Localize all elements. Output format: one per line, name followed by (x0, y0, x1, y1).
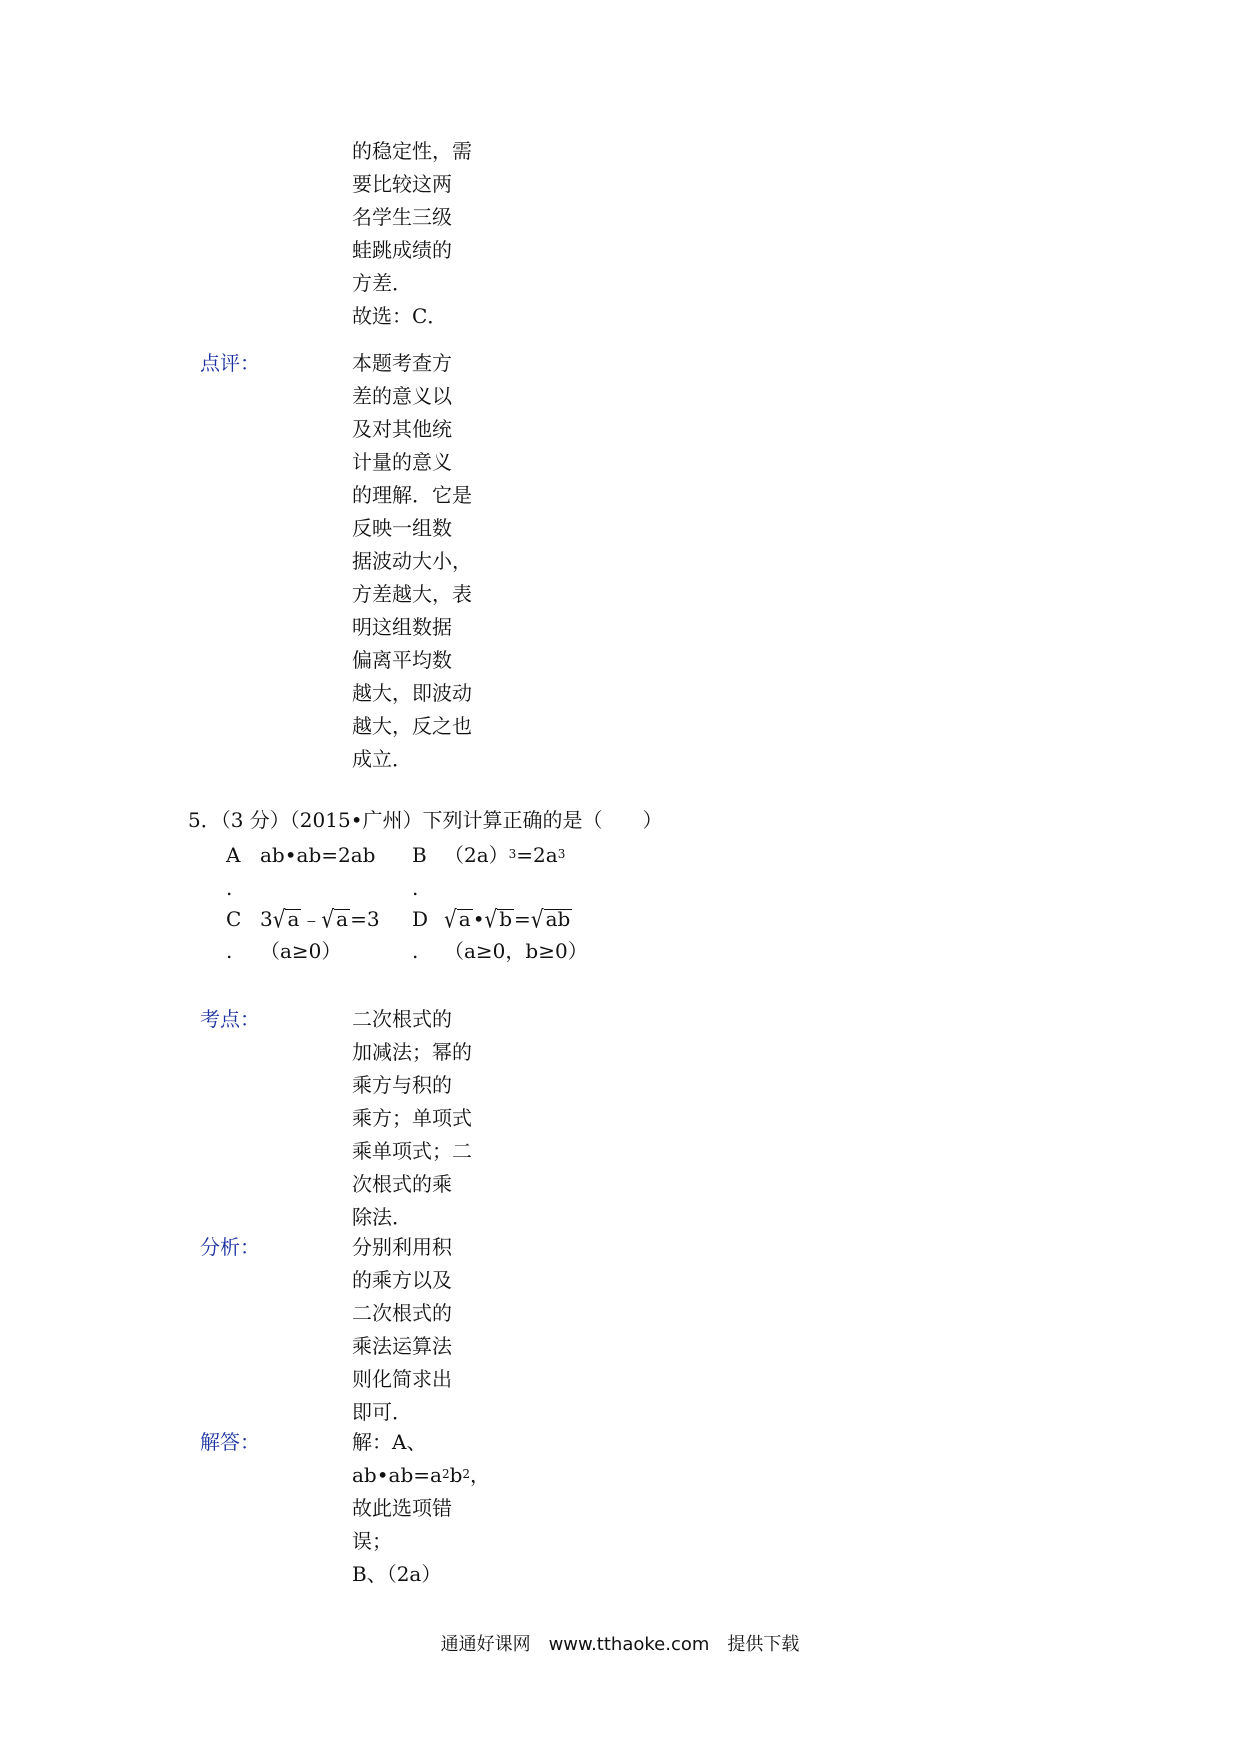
text-line: 计量的意义 (352, 450, 452, 474)
exponent: 3 (508, 847, 517, 861)
option-d-letter: D (412, 907, 429, 931)
question-stem: 5．（3 分）（2015•广州）下列计算正确的是（ ） (188, 808, 663, 832)
text-line: 次根式的乘 (352, 1172, 452, 1196)
text-line: 加减法；幂的 (352, 1040, 472, 1064)
expr-part: ab•ab=a (352, 1463, 442, 1487)
option-c-cond: （a≥0） (260, 939, 342, 963)
option-d-cond: （a≥0，b≥0） (444, 939, 588, 963)
option-c-letter: C (226, 907, 242, 931)
option-b-dot: . (412, 876, 419, 900)
text-line: 蛙跳成绩的 (352, 238, 452, 262)
sqrt-icon: √ (484, 904, 498, 934)
text-line: 解：A、 (352, 1430, 427, 1454)
prev-answer-text (352, 135, 472, 333)
kaodian-text (352, 1003, 472, 1234)
expr-part: =2a (516, 843, 558, 867)
text-line: 分别利用积 (352, 1235, 452, 1259)
text-line: 本题考查方 (352, 351, 452, 375)
option-a-letter: A (226, 843, 241, 867)
expr-part: • (472, 907, 485, 931)
expr-part: =3 (350, 907, 380, 931)
fenxi-label: 分析： (200, 1235, 260, 1259)
text-line: 明这组数据 (352, 615, 452, 639)
expr-part: （2a） (444, 843, 509, 867)
text-line: 名学生三级 (352, 205, 452, 229)
exponent: 3 (557, 847, 566, 861)
radicand: b (499, 907, 513, 931)
radicand: a (287, 907, 300, 931)
text-line: 差的意义以 (352, 384, 452, 408)
text-line: 据波动大小， (352, 549, 472, 573)
expr-part: ﹣ (301, 907, 322, 931)
sqrt-icon: √ (444, 904, 457, 934)
text-line: 及对其他统 (352, 417, 452, 441)
text-line: 故选：C． (352, 304, 448, 328)
text-line: 要比较这两 (352, 172, 452, 196)
text-line: 的稳定性，需 (352, 139, 472, 163)
text-line (352, 1459, 490, 1492)
text-line: 的乘方以及 (352, 1268, 452, 1292)
text-line: 偏离平均数 (352, 648, 452, 672)
text-line: 的理解．它是 (352, 483, 472, 507)
text-line: 方差越大，表 (352, 582, 472, 606)
comment-label: 点评： (200, 351, 260, 375)
option-a-dot: . (226, 876, 233, 900)
text-line: B、（2a） (352, 1562, 442, 1586)
text-line: 乘方与积的 (352, 1073, 452, 1097)
text-line: 除法． (352, 1205, 412, 1229)
option-c-expr (260, 904, 380, 934)
kaodian-label: 考点： (200, 1007, 260, 1031)
sqrt-icon: √ (321, 904, 335, 934)
expr-part: = (514, 907, 531, 931)
jieda-label: 解答： (200, 1430, 260, 1454)
option-d-expr (444, 904, 572, 934)
option-d-dot: . (412, 939, 419, 963)
fenxi-text (352, 1231, 452, 1429)
sqrt-icon: √ (272, 904, 286, 934)
text-line: 越大，反之也 (352, 714, 472, 738)
text-line: 即可． (352, 1400, 412, 1424)
radicand: a (458, 907, 471, 931)
text-line: 故此选项错 (352, 1496, 452, 1520)
radicand: a (336, 907, 349, 931)
radicand: ab (545, 907, 571, 931)
text-line: 则化简求出 (352, 1367, 452, 1391)
expr-part: b (449, 1463, 463, 1487)
exponent: 2 (462, 1467, 471, 1481)
option-b-expr (444, 843, 565, 870)
text-line: 越大，即波动 (352, 681, 472, 705)
text-line: 反映一组数 (352, 516, 452, 540)
option-b-letter: B (412, 843, 427, 867)
text-line: 成立． (352, 747, 412, 771)
option-a-expr: ab•ab=2ab (260, 843, 376, 867)
text-line: 二次根式的 (352, 1301, 452, 1325)
option-c-dot: . (226, 939, 233, 963)
text-line: 乘方；单项式 (352, 1106, 472, 1130)
text-line: 乘单项式；二 (352, 1139, 472, 1163)
page-footer: 通通好课网 www.tthaoke.com 提供下载 (440, 1634, 800, 1655)
jieda-text (352, 1426, 490, 1591)
text-line: 二次根式的 (352, 1007, 452, 1031)
exponent: 2 (441, 1467, 450, 1481)
sqrt-icon: √ (530, 904, 544, 934)
expr-part: ， (470, 1463, 491, 1487)
text-line: 方差． (352, 271, 412, 295)
expr-part: 3 (260, 907, 273, 931)
text-line: 乘法运算法 (352, 1334, 452, 1358)
comment-text (352, 347, 472, 776)
text-line: 误； (352, 1529, 392, 1553)
